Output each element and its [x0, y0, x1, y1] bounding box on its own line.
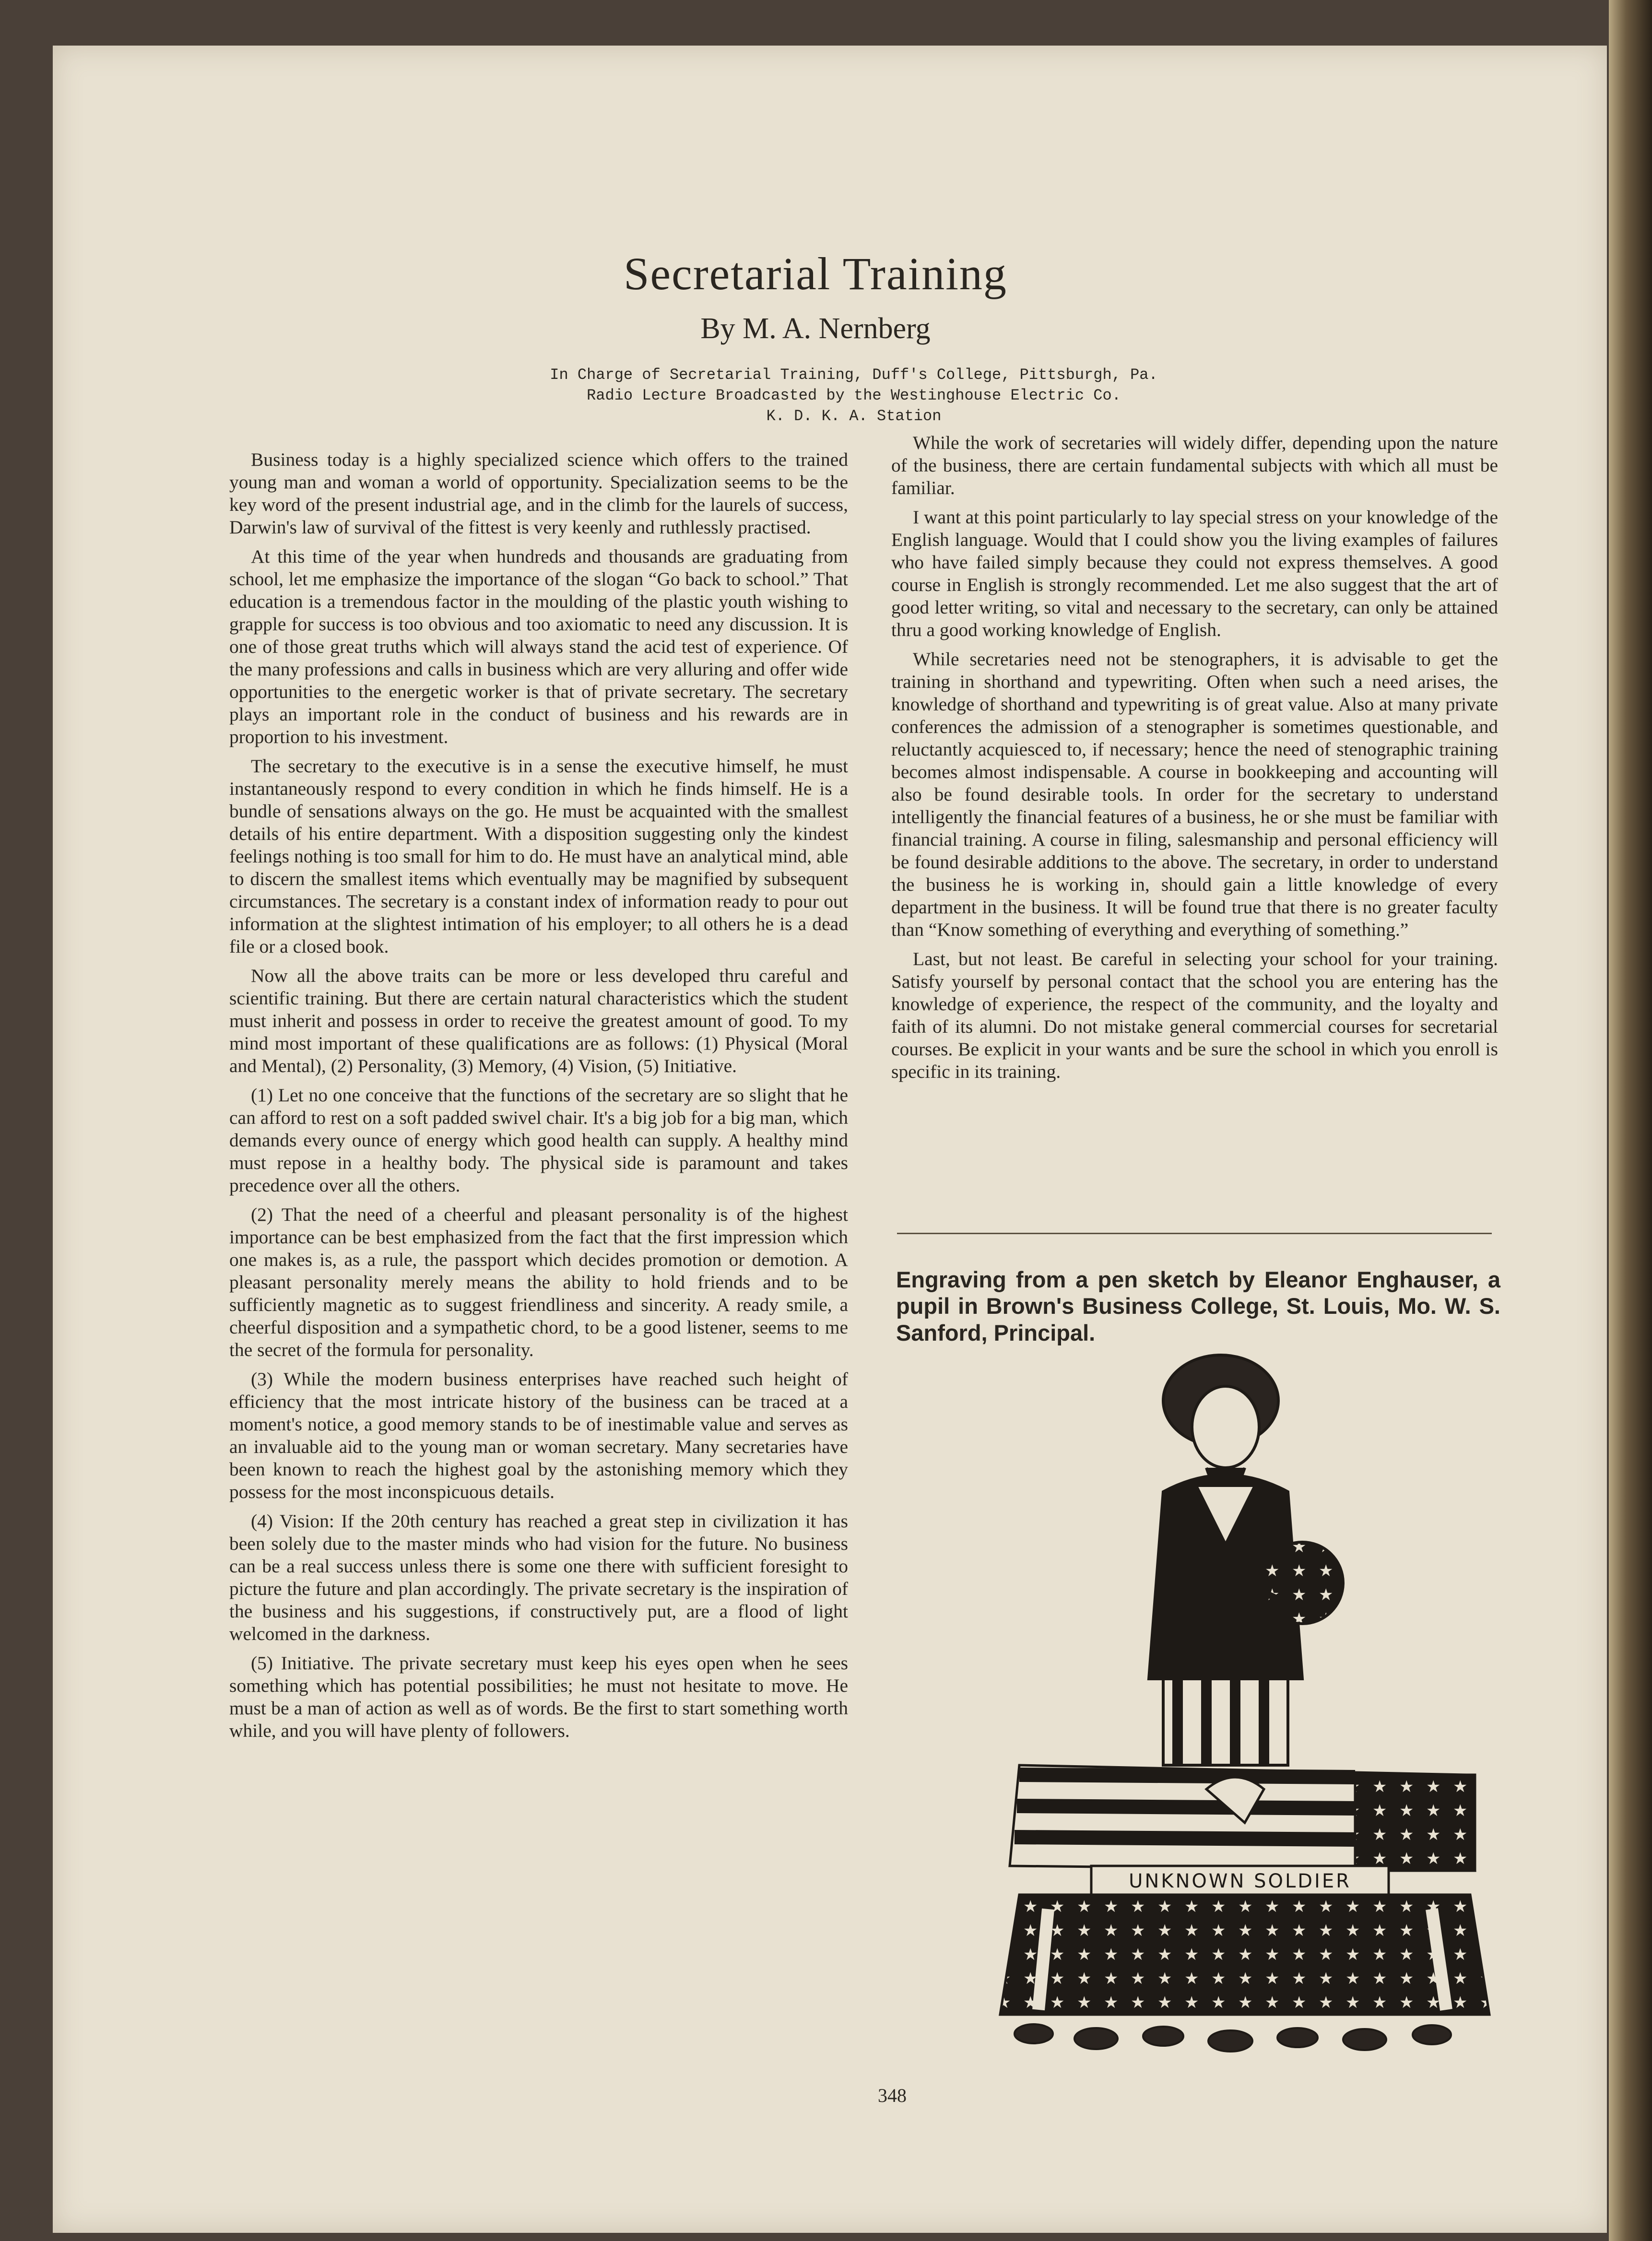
flag-draped-casket: [1000, 1765, 1489, 2015]
flower-border: [1015, 2024, 1451, 2052]
paragraph: At this time of the year when hundreds and thousands are graduating from school, let me emphasize the importance of the slogan “Go back to school.” That education is a tremendous factor in the moulding of the plastic youth wishing to grapple for success is too obvious and too axiomatic to need any discussion. It is one of those great truths which will always stand the acid test of experience. Of the many professions and calls in business which are very alluring and offer wide opportunities to the energetic worker is that of private secretary. The secretary plays an important role in the conduct of business and his rewards are in proportion to his investment.: [229, 546, 848, 747]
left-column: [229, 448, 848, 1749]
paragraph: (3) While the modern business enterprises have reached such height of efficiency that the most intricate history of the business can be traced at a moment's notice, a good memory stands to be of inestimable value and serves as an invaluable aid to the young man or woman secretary. Many secretaries have been known to reach the highest goal by the astonishing memory which they possess for the most inconspicuous details.: [229, 1368, 848, 1502]
right-column: [891, 432, 1498, 1090]
paragraph: (4) Vision: If the 20th century has reached a great step in civilization it has been solely due to the master minds who had vision for the future. No business can be a real success unless there is some one there with sufficient foresight to picture the future and plan accordingly. The private secretary is the inspiration of the business and his suggestions, if constructively put, are a flood of light welcomed in the darkness.: [229, 1510, 848, 1644]
paragraph: I want at this point particularly to lay special stress on your knowledge of the English language. Would that I could show you the living examples of failures who have failed simply because they could not express themselves. A good course in English is strongly recommended. Let me also suggest that the art of good letter writing, so vital and necessary to the secretary, can only be attained thru a good working knowledge of English.: [891, 507, 1498, 640]
author-credits: [528, 365, 1180, 427]
casket-banner-text: UNKNOWN SOLDIER: [1129, 1870, 1351, 1892]
paragraph: (1) Let no one conceive that the functions of the secretary are so slight that he can afford to rest on a soft padded swivel chair. It's a big job for a big man, which demands every ounce of energy which good health can supply. A healthy mind must repose in a healthy body. The physical side is paramount and takes precedence over all the others.: [229, 1085, 848, 1196]
paragraph: While the work of secretaries will widely differ, depending upon the nature of the business, there are certain fundamental subjects with which all must be familiar.: [891, 432, 1498, 498]
paragraph: Business today is a highly specialized science which offers to the trained young man and woman a world of opportunity. Specialization seems to be the key word of the present industrial age, and in the climb for the laurels of success, Darwin's law of survival of the fittest is very keenly and ruthlessly practised.: [229, 449, 848, 538]
engraving-caption: Engraving from a pen sketch by Eleanor Enghauser, a pupil in Brown's Business College, St. Louis, Mo. W. S. Sanford, Principal.: [896, 1267, 1500, 1345]
paragraph: (2) That the need of a cheerful and pleasant personality is of the highest importance can be best emphasized from the fact that the first impression which one makes is, as a rule, the passport which decides promotion or demotion. A pleasant personality merely means the ability to hold friends and to be sufficiently magnetic as to suggest friendliness and sincerity. A ready smile, a cheerful disposition and a sympathetic chord, to be a good listener, seems to me the secret of the formula for personality.: [229, 1204, 848, 1360]
page-number: 348: [878, 2085, 907, 2106]
credit-line: In Charge of Secretarial Training, Duff's College, Pittsburgh, Pa.: [550, 366, 1158, 384]
book-spine: [1609, 0, 1652, 2241]
paragraph: (5) Initiative. The private secretary must keep his eyes open when he sees something which has potential possibilities; he must not hesitate to move. He must be a man of action as well as of words. Be the first to start something worth while, and you will have plenty of followers.: [229, 1652, 848, 1741]
section-divider: [897, 1233, 1492, 1234]
paragraph: Now all the above traits can be more or less developed thru careful and scientific training. But there are certain natural characteristics which the student must inherit and possess in order to receive the greatest amount of good. To my mind most important of these qualifications are as follows: (1) Physical (Moral and Mental), (2) Personality, (3) Memory, (4) Vision, (5) Initiative.: [229, 965, 848, 1076]
article-byline: By M. A. Nernberg: [700, 312, 931, 345]
paragraph: Last, but not least. Be careful in selecting your school for your training. Satisfy yourself by personal contact that the school you are entering has the knowledge of experience, the respect of the community, and the loyalty and faith of its alumni. Do not mistake general commercial courses for secretarial courses. Be explicit in your wants and be sure the school in which you enroll is specific in its training.: [891, 948, 1498, 1082]
paragraph: The secretary to the executive is in a sense the executive himself, he must instantaneously respond to every condition in which he finds himself. He is a bundle of sensations always on the go. He must be acquainted with the smallest details of his entire department. With a disposition suggesting only the kindest feelings nothing is too small for him to do. He must have an analytical mind, able to discern the smallest items which eventually may be magnified by subsequent circumstances. The secretary is a constant index of information ready to pour out information at the slightest intimation of his employer; to all others he is a dead file or a closed book.: [229, 755, 848, 957]
unknown-soldier-engraving: [938, 1343, 1523, 2072]
credit-line: K. D. K. A. Station: [766, 407, 942, 425]
uncle-sam-figure: [1149, 1355, 1343, 1765]
article-title: Secretarial Training: [624, 248, 1007, 299]
paragraph: While secretaries need not be stenographers, it is advisable to get the training in shorthand and typewriting. Often when such a need arises, the knowledge of shorthand and typewriting is of great value. Also at many private conferences the admission of a stenographer is sometimes questionable, and reluctantly acquiesced to, if necessary; hence the need of stenographic training becomes almost indispensable. A course in bookkeeping and accounting will also be found desirable tools. In order for the secretary to understand intelligently the financial features of a business, he or she must be familiar with financial training. A course in filing, salesmanship and personal efficiency will be found desirable additions to the above. The secretary, in order to understand the business he is working in, should gain a little knowledge of every department in the business. It will be found true that there is no greater faculty than “Know something of everything and everything of something.”: [891, 649, 1498, 940]
credit-line: Radio Lecture Broadcasted by the Westinghouse Electric Co.: [587, 387, 1121, 405]
